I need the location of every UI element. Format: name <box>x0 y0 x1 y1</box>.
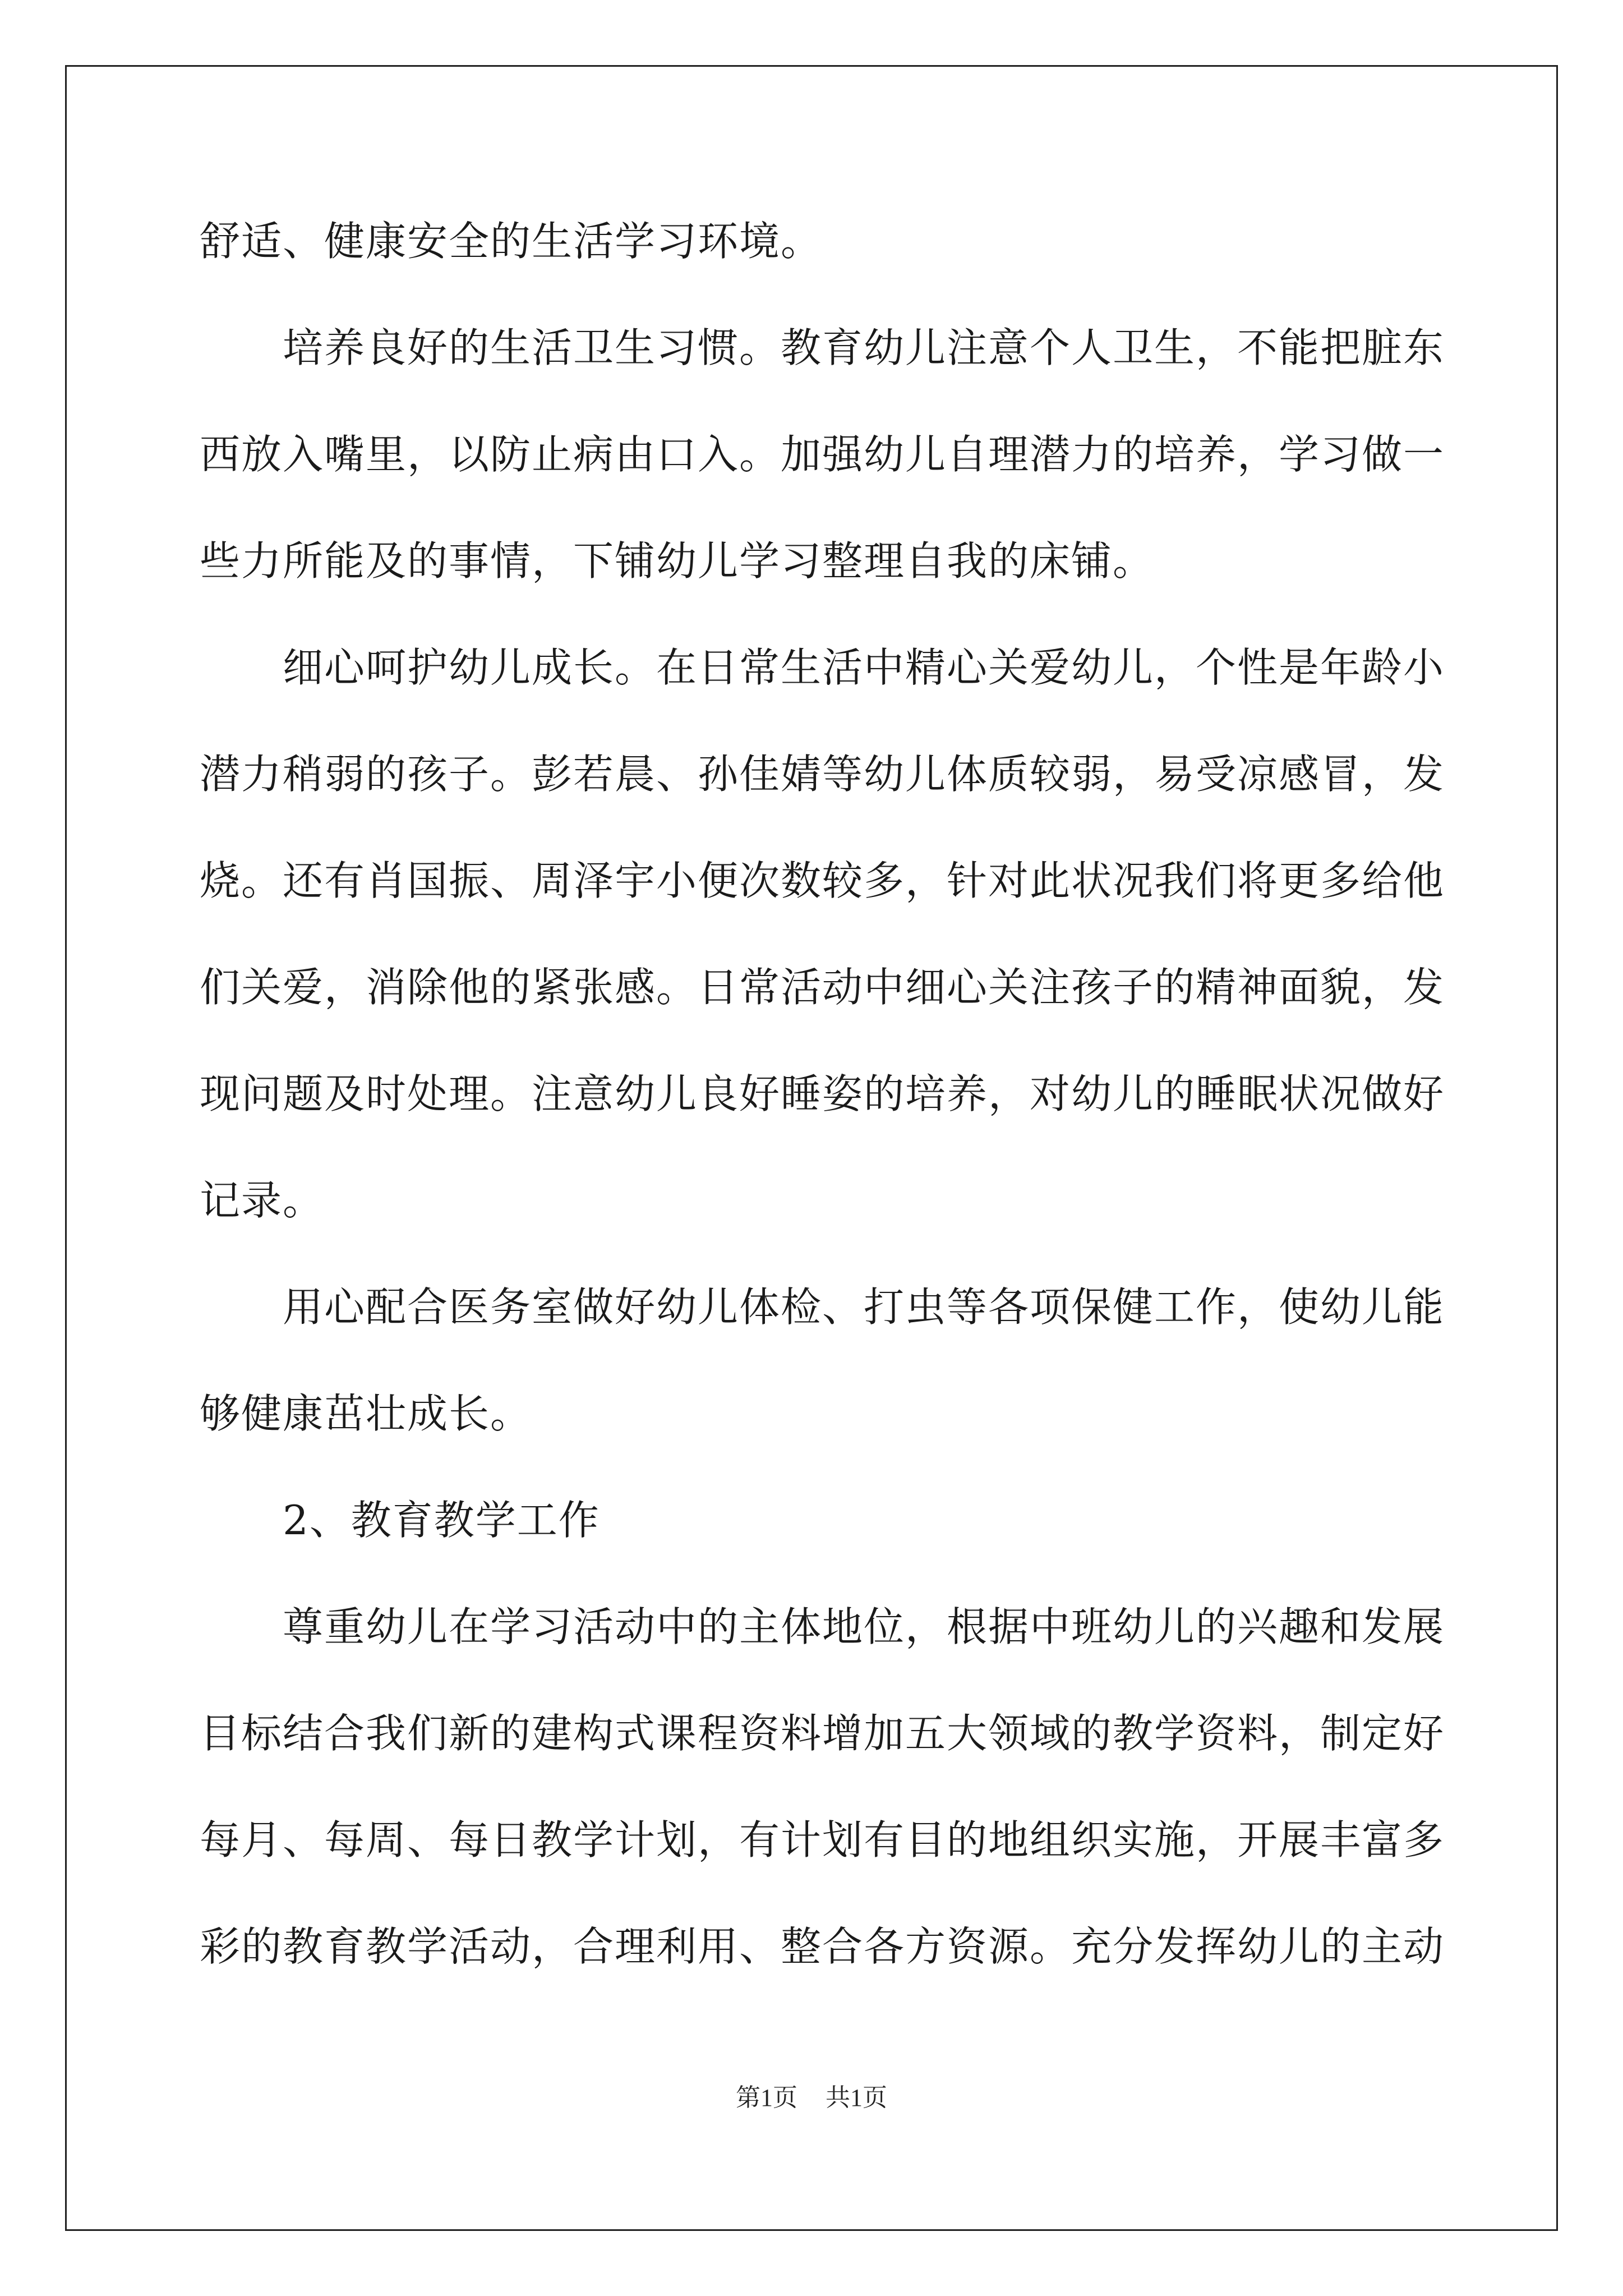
text-line: 够健康茁壮成长。 <box>200 1390 532 1437</box>
text-line: 彩的教育教学活动，合理利用、整合各方资源。充分发挥幼儿的主动 <box>200 1923 1445 1970</box>
text-line: 培养良好的生活卫生习惯。教育幼儿注意个人卫生，不能把脏东 <box>283 324 1445 371</box>
text-line: 现问题及时处理。注意幼儿良好睡姿的培养，对幼儿的睡眠状况做好 <box>200 1070 1445 1117</box>
section-heading: 2、教育教学工作 <box>283 1497 600 1544</box>
text-line: 记录。 <box>200 1177 325 1224</box>
text-line: 烧。还有肖国振、周泽宇小便次数较多，针对此状况我们将更多给他 <box>200 857 1445 904</box>
text-line: 用心配合医务室做好幼儿体检、打虫等各项保健工作，使幼儿能 <box>283 1283 1445 1331</box>
text-line: 些力所能及的事情，下铺幼儿学习整理自我的床铺。 <box>200 537 1155 585</box>
text-line: 潜力稍弱的孩子。彭若晨、孙佳婧等幼儿体质较弱，易受凉感冒，发 <box>200 751 1445 798</box>
text-line: 目标结合我们新的建构式课程资料增加五大领域的教学资料，制定好 <box>200 1710 1445 1757</box>
page-total: 共1页 <box>826 2084 887 2111</box>
text-line: 们关爱，消除他的紧张感。日常活动中细心关注孩子的精神面貌，发 <box>200 964 1445 1011</box>
page-footer <box>0 2081 1623 2115</box>
document-body <box>200 208 1445 2019</box>
text-line: 尊重幼儿在学习活动中的主体地位，根据中班幼儿的兴趣和发展 <box>283 1603 1445 1650</box>
text-line: 细心呵护幼儿成长。在日常生活中精心关爱幼儿，个性是年龄小 <box>283 644 1445 691</box>
text-line: 舒适、健康安全的生活学习环境。 <box>200 218 823 265</box>
text-line: 每月、每周、每日教学计划，有计划有目的地组织实施，开展丰富多 <box>200 1816 1445 1864</box>
text-line: 西放入嘴里，以防止病由口入。加强幼儿自理潜力的培养，学习做一 <box>200 431 1445 478</box>
page-number: 第1页 <box>736 2084 797 2111</box>
